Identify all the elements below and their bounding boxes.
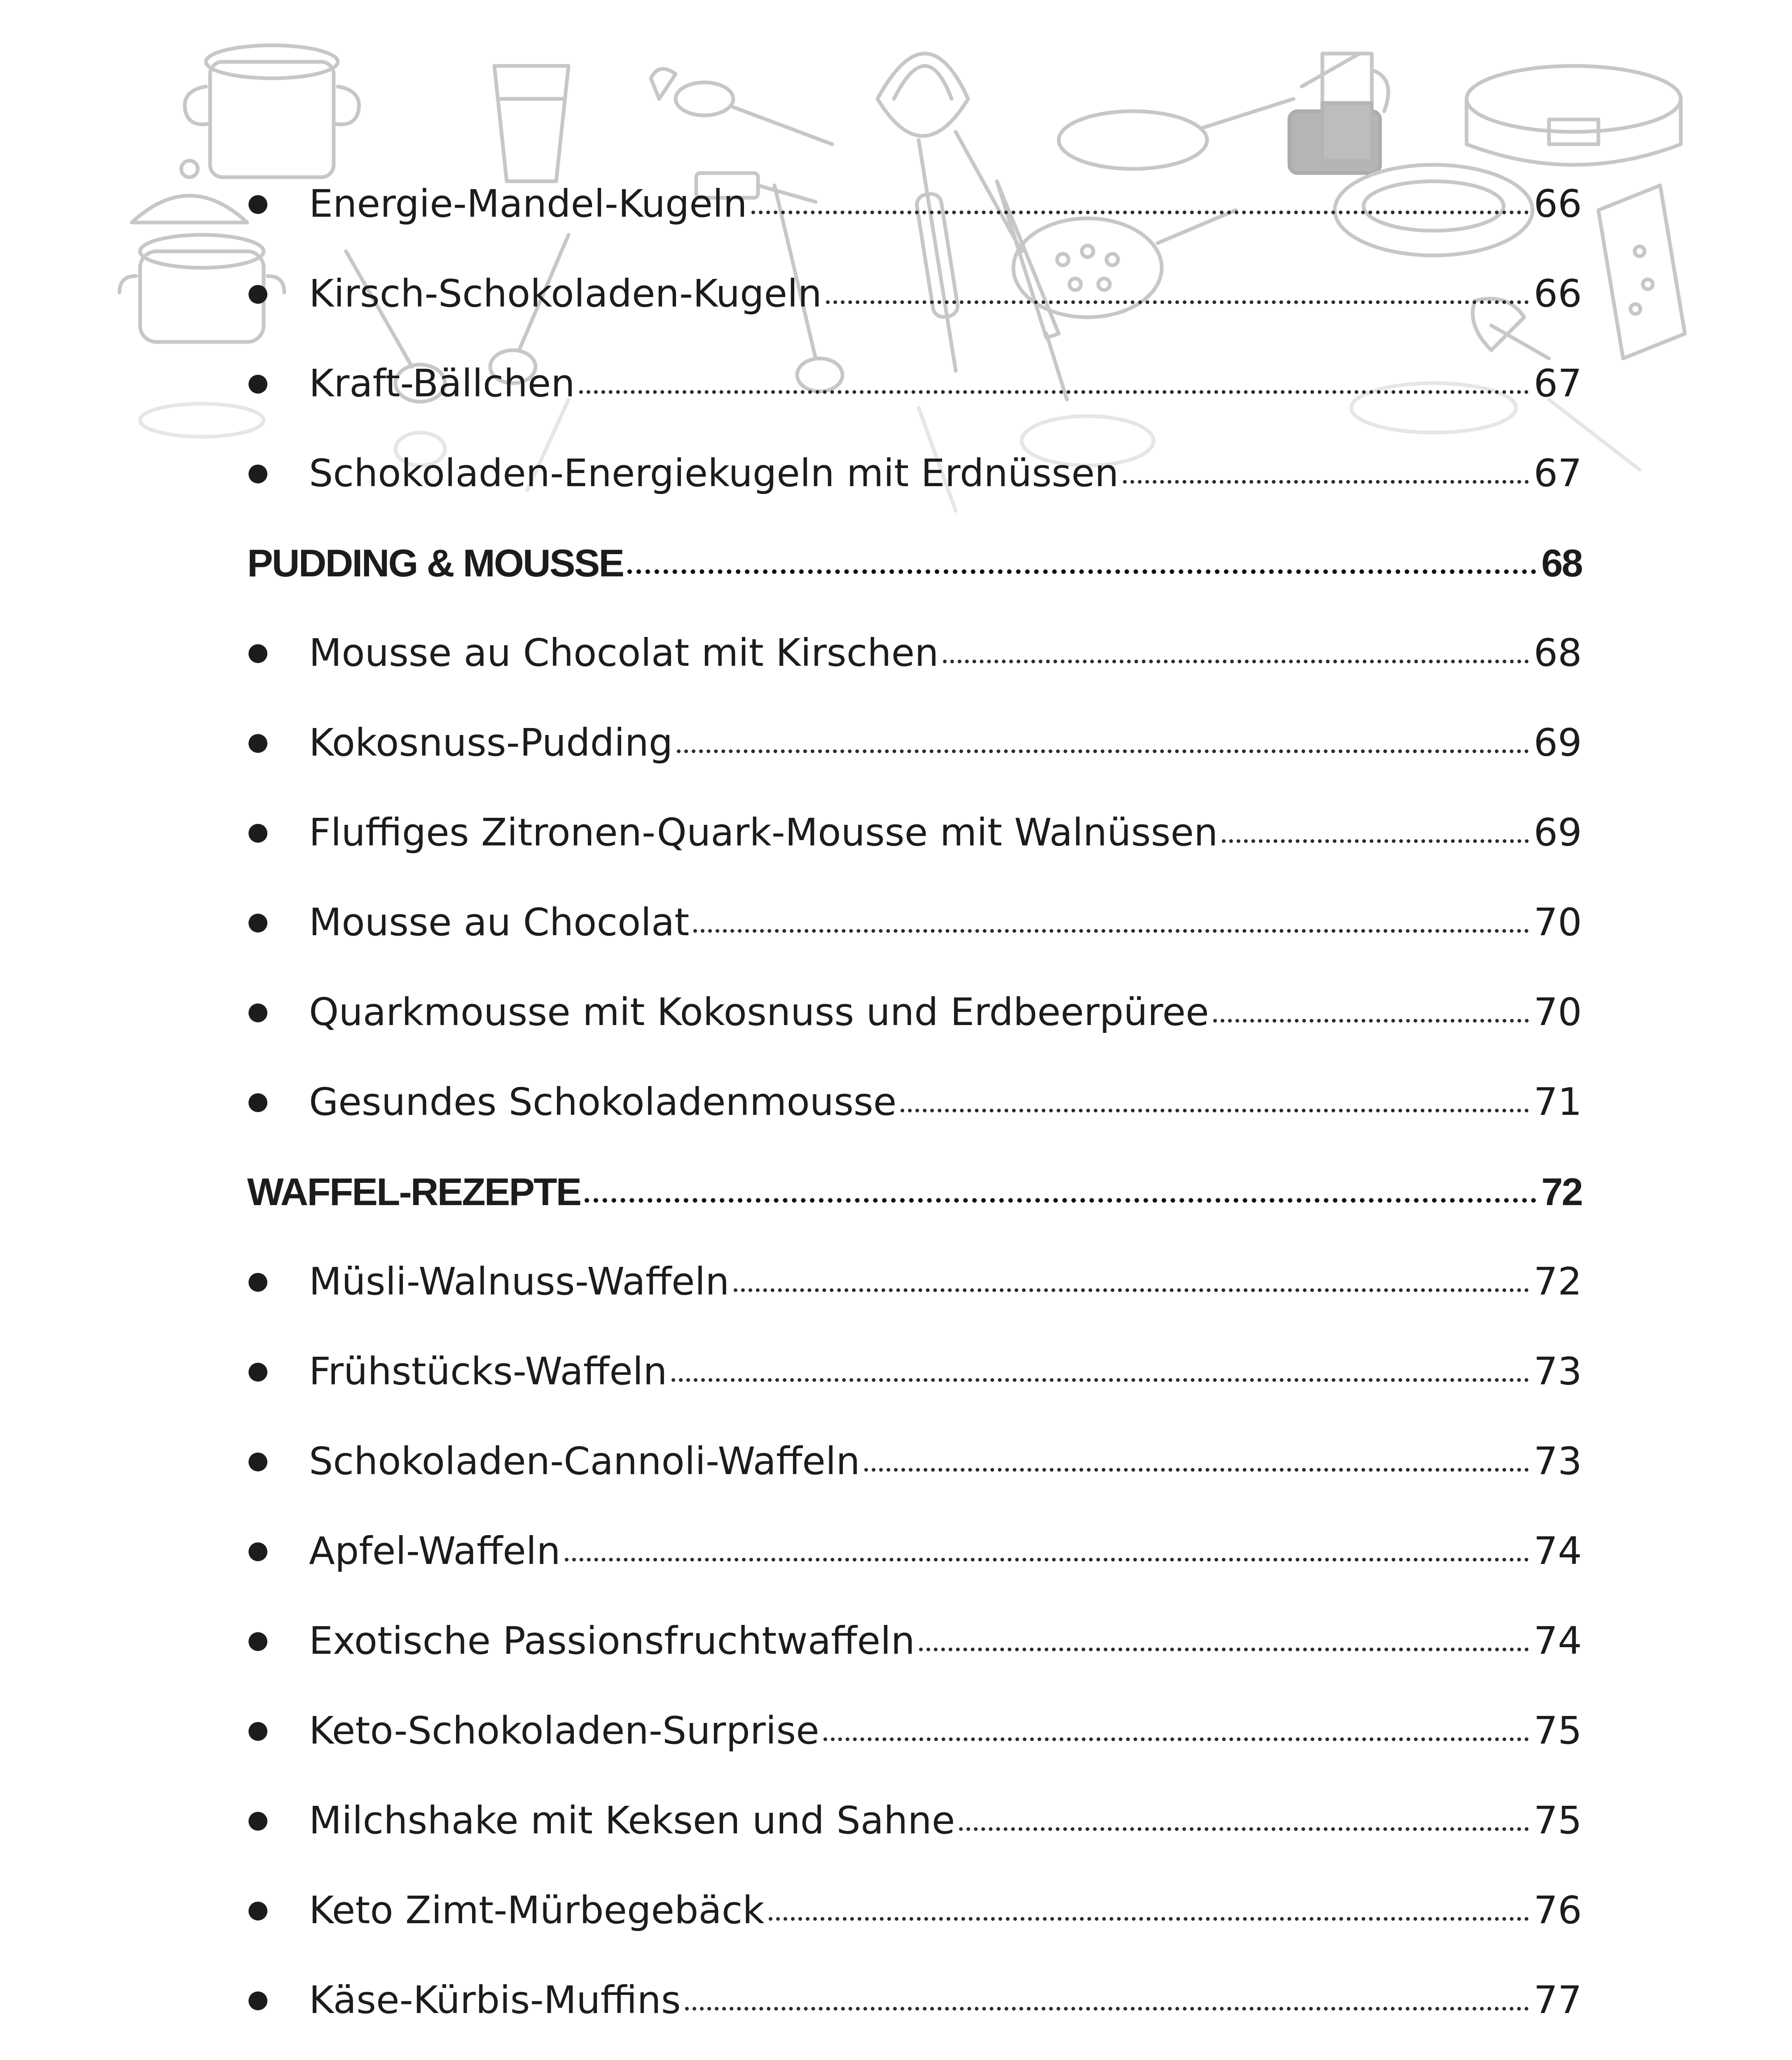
toc-entry-title: Kirsch-Schokoladen-Kugeln (309, 272, 822, 316)
toc-entry-page-number: 68 (1533, 631, 1582, 675)
toc-entry-page-number: 67 (1533, 451, 1582, 495)
toc-entry-page-number: 73 (1533, 1349, 1582, 1393)
bullet-icon: ● (247, 1266, 269, 1295)
bullet-icon (247, 2048, 309, 2060)
dot-leader (734, 1288, 1529, 1292)
bullet-icon: ● (247, 458, 269, 487)
dot-leader (693, 929, 1529, 933)
toc-entry-title (309, 2049, 903, 2060)
toc-entry-title: Mousse au Chocolat (309, 900, 690, 944)
toc-entry[interactable] (247, 163, 1582, 245)
toc-entry-page-number: 77 (1533, 1978, 1582, 2022)
dot-leader (579, 390, 1529, 394)
dot-leader (769, 1917, 1529, 1921)
toc-entry-page-number: 76 (1533, 1888, 1582, 1932)
toc-entry-title: Schokoladen-Cannoli-Waffeln (309, 1439, 860, 1483)
dot-leader (677, 749, 1529, 753)
toc-entry-title: Müsli-Walnuss-Waffeln (309, 1259, 730, 1304)
pot-icon (185, 45, 359, 177)
toc-entry-page-number: 66 (1533, 182, 1582, 226)
bullet-icon: ● (247, 1715, 269, 1744)
bullet-icon: ● (247, 1446, 269, 1475)
dot-leader (901, 1109, 1529, 1112)
bullet-icon: ● (247, 1086, 269, 1115)
dot-leader (627, 569, 1536, 574)
bullet-icon: ● (247, 1625, 269, 1654)
dot-leader (864, 1468, 1529, 1472)
toc-entry-page-number: 70 (1533, 900, 1582, 944)
dot-leader (919, 1648, 1529, 1651)
dot-leader (1213, 1019, 1529, 1023)
toc-entry-title: Käse-Kürbis-Muffins (309, 1978, 681, 2022)
dot-leader (565, 1558, 1529, 1561)
dot-leader (1123, 480, 1529, 484)
toc-entry-page-number: 68 (1541, 541, 1582, 585)
toc-entry-page-number (1534, 2049, 1582, 2060)
bullet-icon: ● (247, 637, 269, 666)
dot-leader (1222, 839, 1528, 843)
toc-entry-page-number: 66 (1533, 272, 1582, 316)
toc-entry-title: Energie-Mandel-Kugeln (309, 182, 747, 226)
toc-entry-title: Kokosnuss-Pudding (309, 721, 673, 765)
bullet-icon: ● (247, 817, 269, 846)
dot-leader (671, 1378, 1529, 1382)
toc-entry[interactable] (247, 1420, 1582, 1503)
springform-pan-icon (1467, 66, 1681, 165)
toc-entry-title: Fluffiges Zitronen-Quark-Mousse mit Walnüssen (309, 810, 1218, 854)
box-grater-icon (1598, 185, 1685, 358)
toc-entry[interactable] (247, 1959, 1582, 2041)
spoon-icon (651, 69, 832, 144)
toc-entry-page-number: 69 (1533, 810, 1582, 854)
toc-entry[interactable] (247, 1690, 1582, 1772)
toc-entry-page-number: 67 (1533, 361, 1582, 405)
toc-entry[interactable] (247, 2049, 1582, 2060)
toc-entry-title: Exotische Passionsfruchtwaffeln (309, 1619, 915, 1663)
lid-icon (132, 161, 247, 222)
toc-entry-title: WAFFEL-REZEPTE (247, 1170, 581, 1213)
toc-entry[interactable] (247, 702, 1582, 784)
toc-entry-page-number: 70 (1533, 990, 1582, 1034)
toc-entry[interactable] (247, 342, 1582, 425)
toc-entry-title: PUDDING & MOUSSE (247, 541, 623, 585)
dot-leader (685, 2007, 1529, 2011)
toc-entry-title: Kraft-Bällchen (309, 361, 575, 405)
bullet-icon: ● (247, 1895, 269, 1924)
frying-pan-icon (1059, 99, 1294, 169)
dot-leader (751, 211, 1529, 214)
toc-entry[interactable] (247, 1241, 1582, 1323)
toc-entry-title: Schokoladen-Energiekugeln mit Erdnüssen (309, 451, 1119, 495)
dot-leader (585, 1198, 1536, 1203)
toc-entry[interactable] (247, 881, 1582, 964)
toc-entry-title: Milchshake mit Keksen und Sahne (309, 1798, 955, 1842)
toc-entry-title: Mousse au Chocolat mit Kirschen (309, 631, 939, 675)
toc-entry-page-number: 72 (1541, 1170, 1582, 1213)
toc-entry[interactable] (247, 1330, 1582, 1413)
toc-entry-page-number: 69 (1533, 721, 1582, 765)
toc-entry-page-number: 75 (1533, 1709, 1582, 1753)
toc-entry-title: Apfel-Waffeln (309, 1529, 561, 1573)
toc-section-heading[interactable] (247, 522, 1582, 604)
bullet-icon: ● (247, 188, 269, 217)
dot-leader (959, 1827, 1529, 1831)
bullet-icon: ● (247, 907, 269, 936)
bullet-icon: ● (247, 1805, 269, 1834)
bullet-icon: ● (247, 1536, 269, 1564)
toc-entry[interactable] (247, 1600, 1582, 1682)
bullet-icon: ● (247, 368, 269, 397)
toc-entry[interactable] (247, 253, 1582, 335)
bullet-icon: ● (247, 997, 269, 1025)
bullet-icon: ● (247, 1356, 269, 1385)
toc-entry-page-number: 75 (1533, 1798, 1582, 1842)
toc-entry[interactable] (247, 612, 1582, 694)
toc-entry-page-number: 74 (1533, 1529, 1582, 1573)
dot-leader (826, 300, 1529, 304)
toc-entry-title: Frühstücks-Waffeln (309, 1349, 667, 1393)
toc-entry-page-number: 71 (1533, 1080, 1582, 1124)
toc-entry-title: Keto Zimt-Mürbegebäck (309, 1888, 765, 1932)
toc-entry[interactable] (247, 791, 1582, 874)
toc-entry-page-number: 72 (1533, 1259, 1582, 1304)
toc-entry[interactable] (247, 971, 1582, 1053)
toc-entry[interactable] (247, 1869, 1582, 1952)
toc-entry-title: Keto-Schokoladen-Surprise (309, 1709, 819, 1753)
toc-entry-page-number: 73 (1533, 1439, 1582, 1483)
toc-entry-title: Gesundes Schokoladenmousse (309, 1080, 897, 1124)
dot-leader (823, 1737, 1529, 1741)
toc-section-heading[interactable] (247, 1151, 1582, 1233)
toc-entry[interactable] (247, 432, 1582, 515)
dot-leader (943, 660, 1529, 663)
toc-entry-title: Quarkmousse mit Kokosnuss und Erdbeerpüree (309, 990, 1209, 1034)
bullet-icon: ● (247, 278, 269, 307)
toc-entry[interactable] (247, 1061, 1582, 1143)
toc-entry[interactable] (247, 1779, 1582, 1862)
toc-entry[interactable] (247, 1510, 1582, 1592)
bullet-icon: ● (247, 1985, 269, 2013)
bullet-icon: ● (247, 727, 269, 756)
toc-entry-page-number: 74 (1533, 1619, 1582, 1663)
